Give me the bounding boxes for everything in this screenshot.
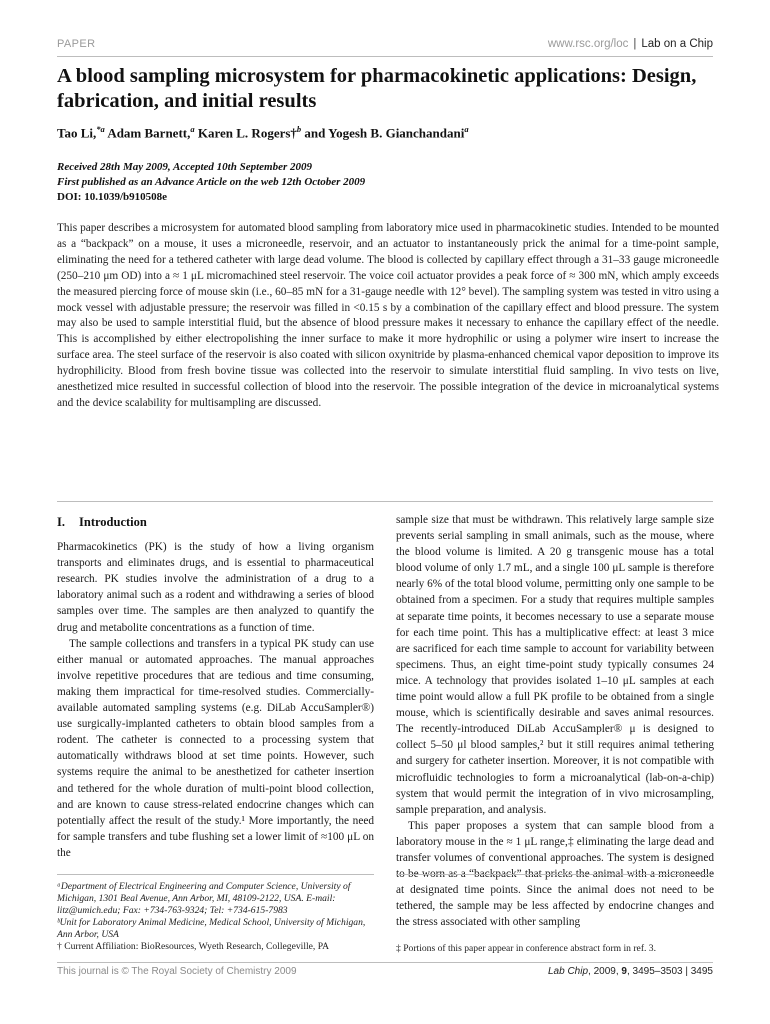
conference-footnote: ‡ Portions of this paper appear in conference abstract form in ref. 3.: [396, 943, 657, 954]
author-affiliation-mark: *a: [96, 124, 105, 134]
abstract-divider: [57, 501, 713, 502]
body-paragraph: The sample collections and transfers in a typical PK study can use either manual or automated approaches. The manual approaches involve repetitive procedures that are tedious and time consuming, making them impractical for time-resolved studies. Commercially-available automated sampling systems (e.g. DiLab AccuSampler®) use surgically-implanted catheters to obtain blood samples from a rodent. The catheter is connected to a processing system that automatically withdraws blood at set time points. However, such systems require the animal to be anesthetized for catheter insertion and tethered for the whole duration of multi-point blood collection, and are known to cause stress-related endocrine changes which can potentially affect the result of the study.¹ More importantly, the need for sample transfers and tube flushing set a lower limit of ≈100 μL on the: [57, 637, 374, 859]
author-affiliation-mark: a: [464, 124, 469, 134]
publication-date: First published as an Advance Article on the web 12th October 2009: [57, 176, 366, 188]
page-number: 3495: [690, 966, 713, 977]
author-name: and Yogesh B. Gianchandani: [304, 125, 465, 141]
journal-name: Lab on a Chip: [641, 38, 713, 50]
footnote-divider: [396, 874, 714, 875]
header-journal-info: [548, 38, 713, 50]
affiliation-a: ᵃDepartment of Electrical Engineering and Computer Science, University of Michigan, 1301 Beal Avenue, Ann Arbor, MI, 48109-2122, USA. E-mail: litz@umich.edu; Fax: +734-763-9324; Tel: +734-615-7983: [57, 881, 351, 916]
body-paragraph: Pharmacokinetics (PK) is the study of how a living organism transports and eliminates drugs, and is essential to pharmaceutical research. PK studies involve the administration of a drug to a laboratory animal such as a rodent and withdrawing a series of blood samples over time. The samples are then analyzed to quantify the drug and metabolite concentrations as a function of time.: [57, 541, 374, 634]
affiliation-b: ᵇUnit for Laboratory Animal Medicine, Medical School, University of Michigan, Ann Arbor, USA: [57, 917, 366, 940]
affiliation-footnotes: [57, 881, 374, 953]
body-paragraph: This paper proposes a system that can sample blood from a laboratory mouse in the ≈ 1 μL range,‡ eliminating the large dead and transfer volumes of conventional approaches. The system is designed to be worn as a “backpack” that pricks the animal with a microneedle at designated time points. Since the animal does not need to be tethered, the sample may be less affected by endocrine changes and the stress associated with other sampling: [396, 819, 714, 929]
author-affiliation-mark: b: [296, 124, 302, 134]
author-name: Adam Barnett,: [107, 125, 191, 141]
article-info: [57, 160, 365, 205]
received-dates: Received 28th May 2009, Accepted 10th September 2009: [57, 161, 312, 173]
header-section-label: PAPER: [57, 38, 96, 50]
footer-volume: 9: [621, 966, 627, 977]
current-affiliation: † Current Affiliation: BioResources, Wyeth Research, Collegeville, PA: [57, 941, 330, 952]
body-column-left: [57, 512, 374, 861]
author-name: Tao Li,: [57, 125, 97, 141]
author-name: Karen L. Rogers†: [197, 125, 297, 141]
header-divider: [57, 56, 713, 57]
abstract: This paper describes a microsystem for automated blood sampling from laboratory mice used in pharmacokinetic studies. Intended to be mounted as a “backpack” on a mouse, it uses a microneedle, reservoir, and an actuator to instantaneously prick the animal for a time-point sample, eliminating the need for a tethered catheter with large dead volume. The blood is collected by capillary effect through a 31–33 gauge microneedle (250–210 μm OD) into a ≈ 1 μL micromachined steel reservoir. The voice coil actuator provides a peak force of ≈ 300 mN, which amply exceeds the measured piercing force of mouse skin (i.e., 60–85 mN for a 31-gauge needle with 12° bevel). The sampling system was tested in vitro using a mock vessel with adjustable pressure; the reservoir was filled in <0.15 s by a combination of the capillary effect and blood pressure. The system may also be used to sample interstitial fluid, but the absence of blood pressure makes it necessary to enhance the capillary effect of the needle. This is accomplished by either electropolishing the inner surface to make it more hydrophilic or using a polymer wire insert to increase the surface area. The steel surface of the reservoir is also coated with silicon oxynitride by plasma-enhanced chemical vapor deposition to improve its hydrophilicity. Blood from fresh bovine tissue was collected into the reservoir to simulate interstitial fluid sampling. In vivo tests on live, anesthetized mice resulted in successful collection of blood into the reservoir. The possible integration of the device in microanalytical systems and the device scalability for multisampling are discussed.: [57, 222, 719, 409]
footer-pages: , 3495–3503: [626, 966, 683, 977]
footer-journal-ref: Lab Chip: [547, 966, 589, 977]
body-column-right: [396, 512, 714, 930]
paper-title: A blood sampling microsystem for pharmacokinetic applications: Design, fabrication, and initial results: [57, 65, 697, 112]
footer-copyright: This journal is © The Royal Society of Chemistry 2009: [57, 966, 297, 977]
body-paragraph: sample size that must be withdrawn. This relatively large sample size prevents serial sampling in small animals, such as the mouse, where the blood volume is limited. A 20 g transgenic mouse has a total blood volume of only 1.7 mL, and a single 100 μL sample is therefore nearly 6% of the total blood volume, permitting only one sample to be obtained from a specimen. For a study that requires multiple samples at separate time points, it becomes necessary to use a separate mouse for each time point. This has a multiplicative effect: at least 3 mice are sacrificed for each time sample to account for variability between specimens. Thus, an eight time-point study typically consumes 24 mice. A technology that provides isolated 1–10 μL samples at each time point would allow a full PK profile to be obtained from a single mouse, which is scientifically desirable and saves animal resources. The recently-introduced DiLab AccuSampler® μ is designed to collect 5–50 μl blood samples,² but it still requires animal tethering and surgery for catheter insertion. Moreover, it is not compatible with microfluidic technologies to form a microanalytical (lab-on-a-chip) system that would permit the integration of in vivo microsampling, sample preparation, and analysis.: [396, 514, 714, 816]
author-affiliation-mark: a: [190, 124, 195, 134]
journal-url-link[interactable]: www.rsc.org/loc: [547, 38, 629, 50]
section-heading: [57, 514, 374, 530]
author-list: [57, 124, 469, 141]
footer-citation: [548, 966, 713, 977]
footer-year: , 2009,: [588, 966, 619, 977]
section-title: Introduction: [79, 515, 147, 529]
footer-separator: |: [685, 966, 688, 977]
doi-link[interactable]: DOI: 10.1039/b910508e: [57, 191, 167, 203]
header-separator: |: [633, 38, 637, 50]
section-number: I.: [57, 515, 65, 529]
footnote-divider: [57, 874, 374, 875]
footer-divider: [57, 962, 713, 963]
